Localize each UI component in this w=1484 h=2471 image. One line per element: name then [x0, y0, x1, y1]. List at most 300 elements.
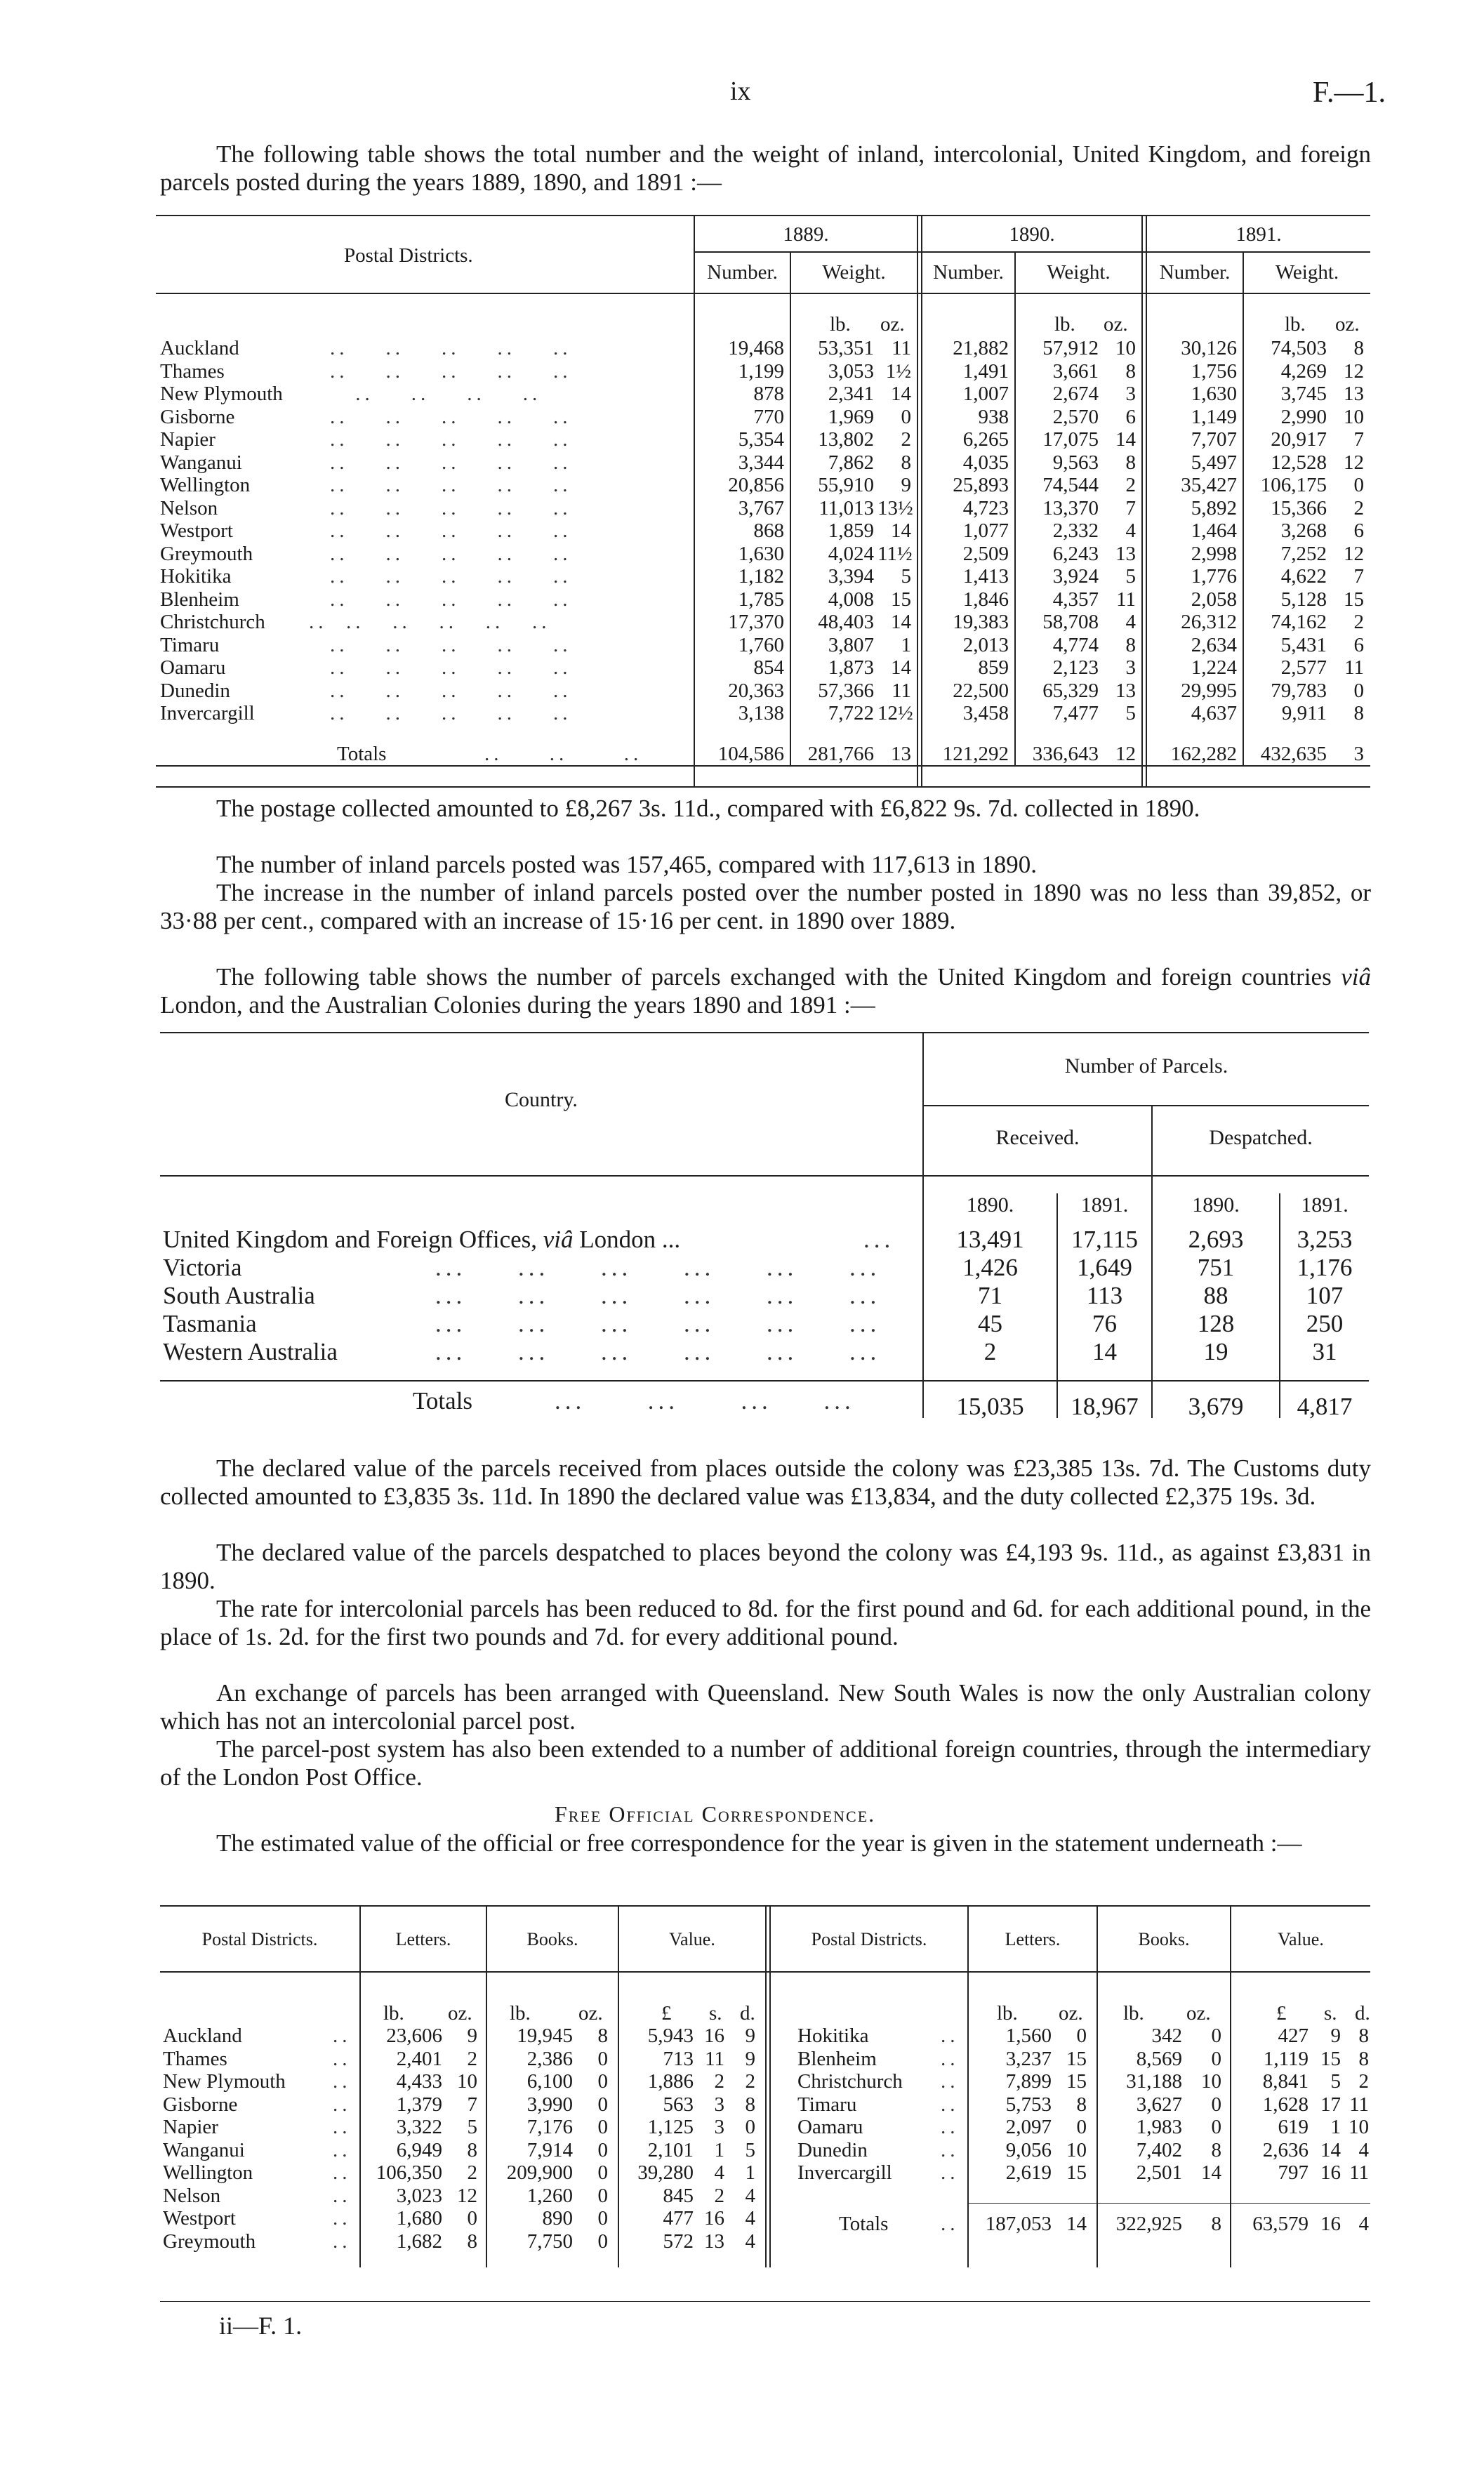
row-leader: .. [941, 2093, 960, 2116]
number-1890: 1,007 [962, 383, 1009, 405]
country-text: United Kingdom and Foreign Offices, [163, 1226, 543, 1253]
weight-lb-1891: 4,622 [1280, 565, 1327, 588]
weight-lb-1890: 7,477 [1052, 702, 1099, 724]
letters-oz: 15 [1066, 2070, 1087, 2093]
weight-oz-1890: 8 [1125, 451, 1136, 474]
col-number-1891: Number. [1159, 261, 1231, 284]
row-leader: .. .. .. .. .. [330, 428, 572, 451]
weight-oz-1889: 14 [891, 519, 911, 542]
t3-total-books-lb: 322,925 [1115, 2213, 1182, 2235]
received-1891: 1,649 [1077, 1254, 1132, 1281]
year-1891: 1891. [1235, 223, 1282, 246]
row-leader: .. .. .. .. .. [330, 679, 572, 702]
weight-lb-1891: 79,783 [1271, 679, 1327, 702]
number-1890: 2,013 [962, 633, 1009, 656]
value-pence: 8 [1358, 2025, 1369, 2047]
t3-col-value-left: Value. [669, 1929, 715, 1949]
t3-totals-leader: .. [941, 2213, 960, 2235]
books-oz: 0 [597, 2138, 608, 2161]
weight-oz-1891: 7 [1353, 565, 1364, 588]
books-oz: 0 [597, 2093, 608, 2116]
row-leader: .. .. .. .. .. [330, 542, 572, 565]
t3-totals-label: Totals [839, 2213, 889, 2235]
despatched-1890: 2,693 [1188, 1226, 1244, 1253]
district-name: Wanganui [163, 2138, 245, 2161]
weight-oz-1889: 9 [901, 474, 911, 496]
weight-oz-1891: 12 [1344, 359, 1364, 383]
row-leader: .. .. .. .. [309, 383, 542, 405]
received-1891: 76 [1092, 1310, 1117, 1337]
page-number: ix [730, 77, 751, 106]
despatched-1890-header: 1890. [1192, 1193, 1240, 1217]
number-1890: 19,383 [953, 611, 1009, 633]
district-name: Nelson [163, 2184, 221, 2207]
books-lb: 890 [542, 2207, 573, 2230]
weight-oz-1891: 13 [1344, 383, 1364, 405]
row-leader: .. [941, 2161, 960, 2184]
estimated-paragraph [160, 1829, 1371, 1857]
col-weight-1889: Weight. [822, 261, 886, 284]
letters-oz: 0 [1076, 2116, 1087, 2138]
value-pounds: 5,943 [647, 2025, 694, 2047]
row-leader: .. [333, 2047, 352, 2070]
books-lb: 3,627 [1136, 2093, 1182, 2116]
letters-lb: 1,682 [396, 2230, 442, 2253]
value-shillings: 13 [704, 2230, 724, 2253]
weight-lb-1889: 57,366 [818, 679, 874, 702]
letters-oz: 8 [467, 2138, 477, 2161]
number-1891: 29,995 [1181, 679, 1237, 702]
weight-oz-1891: 6 [1353, 519, 1364, 542]
queensland-paragraph [160, 1679, 1371, 1735]
weight-lb-1889: 1,859 [828, 519, 874, 542]
letters-oz: 10 [457, 2070, 477, 2093]
unit-lb-1890: lb. [1054, 313, 1075, 336]
weight-oz-1890: 2 [1125, 474, 1136, 496]
district-name: Gisborne [163, 2093, 238, 2116]
table2-totals-label: Totals [413, 1387, 473, 1415]
books-lb: 342 [1151, 2025, 1182, 2047]
weight-oz-1890: 11 [1116, 588, 1136, 611]
weight-lb-1891: 12,528 [1271, 451, 1327, 474]
t3-total-letters-lb: 187,053 [985, 2213, 1052, 2235]
value-pounds: 563 [663, 2093, 694, 2116]
inland-paragraph [160, 851, 1371, 879]
district-name: Christchurch [797, 2070, 903, 2093]
letters-lb: 2,619 [1005, 2161, 1052, 2184]
letters-lb: 3,237 [1005, 2047, 1052, 2070]
number-1891: 1,630 [1191, 383, 1237, 405]
letters-oz: 10 [1066, 2138, 1087, 2161]
row-leader: .. .. .. .. .. [330, 337, 572, 359]
t3-col-district-left: Postal Districts. [201, 1929, 318, 1949]
postage-text: The postage collected amounted to £8,267 3s. 11d., compared with £6,822 9s. 7d. collected in 1890. [216, 795, 1200, 822]
value-pence: 1 [745, 2161, 755, 2184]
received-1890: 45 [978, 1310, 1002, 1337]
books-lb: 7,402 [1136, 2138, 1182, 2161]
weight-lb-1889: 55,910 [818, 474, 874, 496]
country-text: South Australia [163, 1282, 315, 1309]
t3-oz-letters-left: oz. [448, 2002, 472, 2025]
weight-lb-1890: 4,774 [1052, 633, 1099, 656]
weight-oz-1889: 1½ [885, 359, 911, 383]
value-pounds: 8,841 [1262, 2070, 1309, 2093]
received-1891: 17,115 [1071, 1226, 1138, 1253]
total-oz-1890: 12 [1115, 743, 1136, 765]
weight-oz-1889: 11 [892, 337, 911, 359]
letters-oz: 9 [467, 2025, 477, 2047]
number-1889: 1,630 [738, 542, 784, 565]
received-1891-header: 1891. [1080, 1193, 1129, 1217]
district-name: Westport [160, 519, 233, 542]
books-lb: 1,260 [526, 2184, 573, 2207]
row-leader: .. [333, 2138, 352, 2161]
total-weight-1890: 336,643 [1032, 743, 1099, 765]
total-oz-1889: 13 [891, 743, 911, 765]
t3-total-letters-oz: 14 [1066, 2213, 1087, 2235]
number-1890: 1,077 [962, 519, 1009, 542]
weight-oz-1889: 1 [901, 633, 911, 656]
letters-oz: 15 [1066, 2161, 1087, 2184]
despatched-1891-header: 1891. [1301, 1193, 1349, 1217]
number-1890: 21,882 [953, 337, 1009, 359]
number-1889: 1,182 [738, 565, 784, 588]
letters-oz: 15 [1066, 2047, 1087, 2070]
value-pence: 9 [745, 2047, 755, 2070]
t3-total-value-d: 4 [1358, 2213, 1369, 2235]
country-name [163, 1254, 242, 1282]
books-oz: 0 [597, 2070, 608, 2093]
district-name: Invercargill [797, 2161, 892, 2184]
value-pounds: 797 [1278, 2161, 1309, 2184]
weight-lb-1890: 13,370 [1042, 496, 1099, 519]
total-number-1890: 121,292 [942, 743, 1009, 765]
value-pence: 4 [745, 2184, 755, 2207]
weight-lb-1891: 7,252 [1280, 542, 1327, 565]
value-shillings: 1 [714, 2138, 724, 2161]
value-pence: 4 [745, 2230, 755, 2253]
t3-col-books-left: Books. [526, 1929, 578, 1949]
weight-oz-1889: 13½ [877, 496, 913, 519]
despatched-1890: 751 [1197, 1254, 1235, 1281]
received-1890: 13,491 [956, 1226, 1024, 1253]
value-pence: 2 [745, 2070, 755, 2093]
number-1889: 17,370 [728, 611, 784, 633]
district-name: Timaru [797, 2093, 857, 2116]
letters-lb: 106,350 [376, 2161, 442, 2184]
weight-oz-1890: 10 [1115, 337, 1136, 359]
weight-oz-1891: 8 [1353, 702, 1364, 724]
received-1890-header: 1890. [966, 1193, 1014, 1217]
weight-lb-1889: 2,341 [828, 383, 874, 405]
row-leader: .. [333, 2025, 352, 2047]
number-1889: 868 [753, 519, 784, 542]
district-name: Oamaru [160, 656, 226, 679]
weight-oz-1891: 11 [1344, 656, 1364, 679]
row-leader: .. [333, 2230, 352, 2253]
exchanged-text-2: London, and the Australian Colonies during the years 1890 and 1891 :— [160, 991, 875, 1019]
value-pounds: 619 [1278, 2116, 1309, 2138]
books-oz: 14 [1201, 2161, 1221, 2184]
row-leader: .. [941, 2138, 960, 2161]
value-shillings: 16 [704, 2207, 724, 2230]
weight-oz-1891: 0 [1353, 474, 1364, 496]
weight-lb-1890: 2,332 [1052, 519, 1099, 542]
despatched-1891: 31 [1312, 1338, 1337, 1365]
row-leader: .. [333, 2184, 352, 2207]
row-leader: .. [333, 2207, 352, 2230]
weight-oz-1890: 4 [1125, 519, 1136, 542]
letters-oz: 0 [467, 2207, 477, 2230]
country-name [163, 1226, 680, 1254]
received-1891: 113 [1086, 1282, 1123, 1309]
weight-lb-1890: 2,674 [1052, 383, 1099, 405]
number-1889: 770 [753, 405, 784, 428]
col-number-of-parcels: Number of Parcels. [1064, 1054, 1228, 1078]
col-weight-1891: Weight. [1275, 261, 1339, 284]
value-shillings: 5 [1330, 2070, 1341, 2093]
country-name [163, 1310, 257, 1338]
weight-oz-1890: 6 [1125, 405, 1136, 428]
col-despatched: Despatched. [1209, 1126, 1313, 1149]
t3-total-books-oz: 8 [1211, 2213, 1221, 2235]
number-1890: 4,723 [962, 496, 1009, 519]
col-weight-1890: Weight. [1047, 261, 1111, 284]
value-pounds: 2,636 [1262, 2138, 1309, 2161]
number-1890: 859 [978, 656, 1009, 679]
district-name: Thames [160, 359, 225, 383]
number-1891: 1,464 [1191, 519, 1237, 542]
country-name [163, 1338, 338, 1366]
declared-received-paragraph [160, 1455, 1371, 1511]
value-shillings: 3 [714, 2116, 724, 2138]
col-number-1889: Number. [707, 261, 778, 284]
weight-oz-1890: 4 [1125, 611, 1136, 633]
number-1890: 25,893 [953, 474, 1009, 496]
letters-lb: 3,322 [396, 2116, 442, 2138]
value-shillings: 4 [714, 2161, 724, 2184]
letters-oz: 12 [457, 2184, 477, 2207]
weight-oz-1889: 2 [901, 428, 911, 451]
value-pounds: 2,101 [647, 2138, 694, 2161]
value-pence: 4 [745, 2207, 755, 2230]
books-oz: 0 [1211, 2025, 1221, 2047]
intro-paragraph [160, 140, 1371, 197]
weight-lb-1891: 3,745 [1280, 383, 1327, 405]
exchanged-paragraph [160, 963, 1371, 1019]
district-name: Greymouth [163, 2230, 256, 2253]
row-leader: .. [941, 2025, 960, 2047]
unit-oz-1890: oz. [1104, 313, 1128, 336]
number-1891: 2,998 [1191, 542, 1237, 565]
queensland-text: An exchange of parcels has been arranged with Queensland. New South Wales is now the only Australian colony which has not an intercolonial parcel post. [160, 1679, 1371, 1735]
weight-lb-1891: 15,366 [1271, 496, 1327, 519]
number-1889: 3,767 [738, 496, 784, 519]
books-lb: 19,945 [517, 2025, 573, 2047]
weight-oz-1891: 10 [1344, 405, 1364, 428]
district-name: Dunedin [797, 2138, 868, 2161]
row-leader: .. .. .. .. .. [330, 405, 572, 428]
number-1891: 1,756 [1191, 359, 1237, 383]
t3-oz-books-right: oz. [1186, 2002, 1211, 2025]
inland-text: The number of inland parcels posted was 157,465, compared with 117,613 in 1890. [216, 851, 1038, 878]
letters-lb: 6,949 [396, 2138, 442, 2161]
letters-oz: 2 [467, 2047, 477, 2070]
value-pounds: 713 [663, 2047, 694, 2070]
district-name: Napier [160, 428, 216, 451]
year-1890: 1890. [1009, 223, 1055, 246]
books-oz: 10 [1201, 2070, 1221, 2093]
unit-lb-1891: lb. [1285, 313, 1306, 336]
weight-oz-1889: 14 [891, 611, 911, 633]
received-1891: 14 [1092, 1338, 1117, 1365]
t3-lb-letters-right: lb. [997, 2002, 1018, 2025]
number-1889: 20,856 [728, 474, 784, 496]
received-1890: 2 [983, 1338, 997, 1365]
books-lb: 7,176 [526, 2116, 573, 2138]
letters-oz: 8 [1076, 2093, 1087, 2116]
value-pence: 4 [1358, 2138, 1369, 2161]
row-leader: ... ... ... ... ... ... [435, 1310, 881, 1337]
despatched-1890: 19 [1203, 1338, 1228, 1365]
district-name: Oamaru [797, 2116, 863, 2138]
totals-leader: .. .. .. [484, 743, 643, 765]
row-leader: .. .. .. .. .. [330, 359, 572, 383]
total-weight-1891: 432,635 [1260, 743, 1327, 765]
value-pounds: 39,280 [637, 2161, 694, 2184]
estimated-text: The estimated value of the official or free correspondence for the year is given in the statement underneath :— [216, 1829, 1302, 1857]
district-name: New Plymouth [160, 383, 283, 405]
number-1889: 854 [753, 656, 784, 679]
books-lb: 8,569 [1136, 2047, 1182, 2070]
letters-oz: 8 [467, 2230, 477, 2253]
received-1890: 71 [978, 1282, 1002, 1309]
number-1890: 4,035 [962, 451, 1009, 474]
number-1889: 3,138 [738, 702, 784, 724]
row-leader: .. .. .. .. .. [330, 702, 572, 724]
district-name: Christchurch [160, 611, 265, 633]
row-leader: ... [863, 1226, 895, 1253]
value-pence: 8 [1358, 2047, 1369, 2070]
t3-oz-books-left: oz. [578, 2002, 603, 2025]
total-received-1890: 15,035 [956, 1393, 1024, 1420]
weight-oz-1890: 3 [1125, 383, 1136, 405]
weight-lb-1891: 9,911 [1281, 702, 1327, 724]
exchanged-text-1: The following table shows the number of parcels exchanged with the United Kingdom and foreign countries [216, 963, 1341, 991]
district-name: Greymouth [160, 542, 253, 565]
letters-lb: 2,401 [396, 2047, 442, 2070]
district-name: Timaru [160, 633, 220, 656]
row-leader: .. .. .. .. .. [330, 496, 572, 519]
postage-paragraph [160, 795, 1371, 823]
weight-lb-1890: 9,563 [1052, 451, 1099, 474]
number-1891: 30,126 [1181, 337, 1237, 359]
parcel-post-paragraph [160, 1735, 1371, 1791]
district-name: Thames [163, 2047, 227, 2070]
table2-totals-leader: ... ... ... ... [555, 1387, 855, 1415]
weight-lb-1890: 74,544 [1042, 474, 1099, 496]
t3-col-letters-left: Letters. [395, 1929, 451, 1949]
t3-col-books-right: Books. [1138, 1929, 1190, 1949]
weight-lb-1890: 3,661 [1052, 359, 1099, 383]
total-despatched-1891: 4,817 [1297, 1393, 1353, 1420]
weight-lb-1889: 4,008 [828, 588, 874, 611]
district-name: Dunedin [160, 679, 230, 702]
number-1891: 5,497 [1191, 451, 1237, 474]
weight-oz-1889: 8 [901, 451, 911, 474]
weight-lb-1889: 1,873 [828, 656, 874, 679]
t3-pound-left: £ [661, 2002, 672, 2025]
despatched-1891: 250 [1306, 1310, 1344, 1337]
t3-shilling-left: s. [709, 2002, 722, 2025]
t3-pound-right: £ [1276, 2002, 1287, 2025]
number-1889: 3,344 [738, 451, 784, 474]
number-1889: 878 [753, 383, 784, 405]
increase-paragraph [160, 879, 1371, 935]
value-pounds: 1,628 [1262, 2093, 1309, 2116]
number-1891: 1,776 [1191, 565, 1237, 588]
weight-lb-1891: 2,990 [1280, 405, 1327, 428]
weight-lb-1891: 5,431 [1280, 633, 1327, 656]
letters-lb: 5,753 [1005, 2093, 1052, 2116]
weight-oz-1889: 11½ [877, 542, 913, 565]
weight-lb-1891: 74,162 [1271, 611, 1327, 633]
weight-oz-1889: 12½ [877, 702, 913, 724]
row-leader: .. .. .. .. .. [330, 451, 572, 474]
value-pounds: 1,125 [647, 2116, 694, 2138]
value-pence: 2 [1358, 2070, 1369, 2093]
number-1891: 5,892 [1191, 496, 1237, 519]
weight-oz-1891: 12 [1344, 451, 1364, 474]
books-lb: 209,900 [506, 2161, 573, 2184]
totals-label: Totals [337, 743, 387, 765]
t3-lb-letters-left: lb. [383, 2002, 404, 2025]
books-oz: 0 [1211, 2047, 1221, 2070]
col-postal-districts: Postal Districts. [344, 244, 473, 267]
t3-total-value-s: 16 [1320, 2213, 1341, 2235]
letters-lb: 1,680 [396, 2207, 442, 2230]
number-1891: 7,707 [1191, 428, 1237, 451]
weight-lb-1889: 53,351 [818, 337, 874, 359]
value-pence: 8 [745, 2093, 755, 2116]
value-pounds: 1,119 [1263, 2047, 1309, 2070]
exchanged-via: viâ [1341, 963, 1371, 991]
value-pounds: 572 [663, 2230, 694, 2253]
number-1890: 938 [978, 405, 1009, 428]
value-shillings: 14 [1320, 2138, 1341, 2161]
weight-lb-1890: 4,357 [1052, 588, 1099, 611]
value-pounds: 1,886 [647, 2070, 694, 2093]
parcel-post-text: The parcel-post system has also been extended to a number of additional foreign countries, through the intermediary of the London Post Office. [160, 1735, 1371, 1791]
row-leader: .. .. .. .. .. .. [309, 611, 551, 633]
weight-oz-1890: 14 [1115, 428, 1136, 451]
district-name: Wellington [163, 2161, 253, 2184]
weight-oz-1890: 7 [1125, 496, 1136, 519]
letters-lb: 1,560 [1005, 2025, 1052, 2047]
weight-lb-1891: 20,917 [1271, 428, 1327, 451]
books-oz: 8 [1211, 2138, 1221, 2161]
t3-lb-books-left: lb. [510, 2002, 531, 2025]
total-number-1891: 162,282 [1170, 743, 1237, 765]
number-1890: 3,458 [962, 702, 1009, 724]
district-name: Westport [163, 2207, 236, 2230]
books-oz: 0 [597, 2161, 608, 2184]
unit-lb-1889: lb. [830, 313, 851, 336]
number-1891: 1,149 [1191, 405, 1237, 428]
t3-pence-left: d. [740, 2002, 755, 2025]
letters-oz: 7 [467, 2093, 477, 2116]
row-leader: .. .. .. .. .. [330, 565, 572, 588]
